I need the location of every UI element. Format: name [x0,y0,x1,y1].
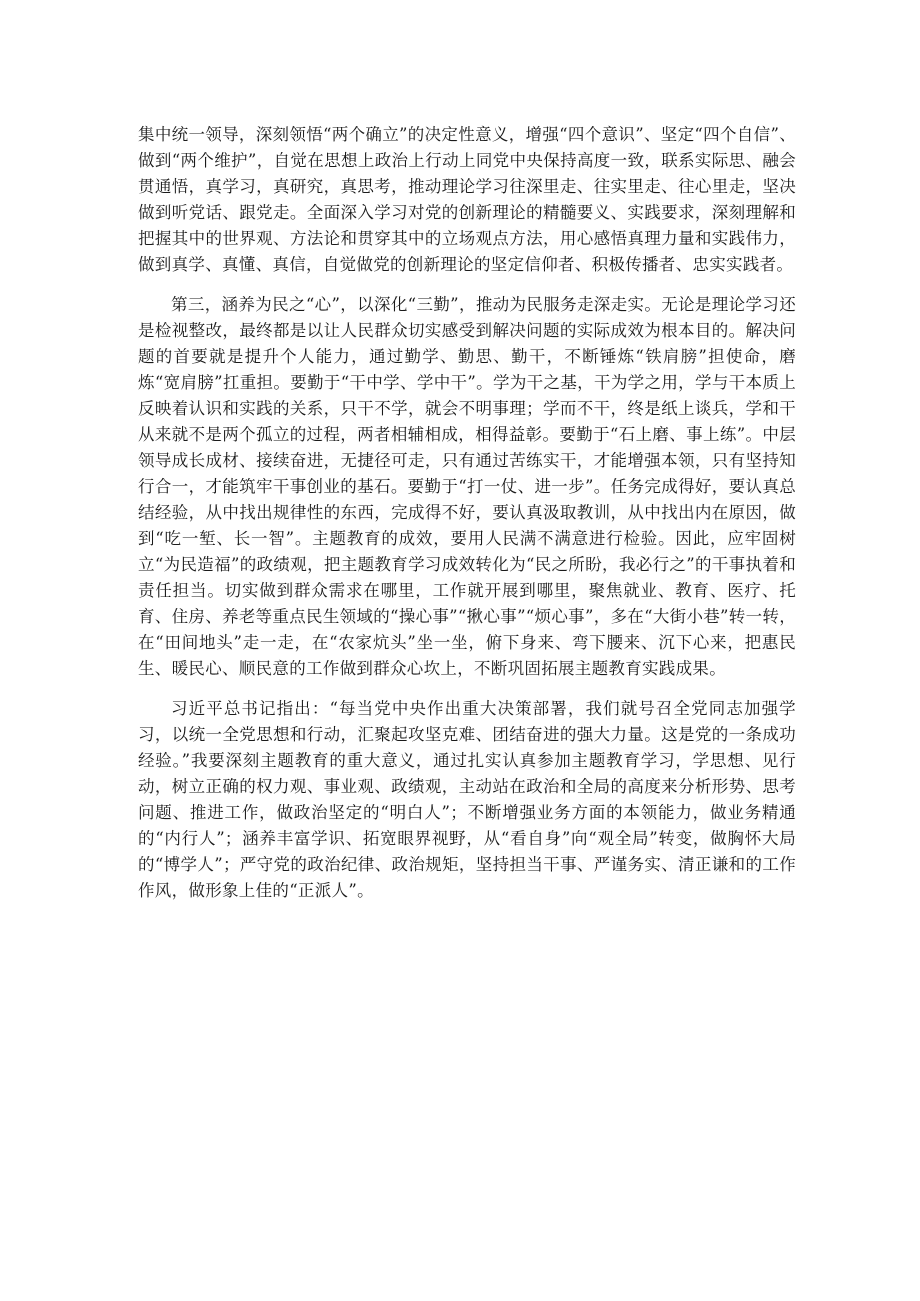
paragraph-continuation: 集中统一领导，深刻领悟“两个确立”的决定性意义，增强“四个意识”、坚定“四个自信”、做到“两个维护”，自觉在思想上政治上行动上同党中央保持高度一致，联系实际思、融会贯通悟，真学习，真研究，真思考，推动理论学习往深里走、往实里走、往心里走，坚决做到听党话、跟党走。全面深入学习对党的创新理论的精髓要义、实践要求，深刻理解和把握其中的世界观、方法论和贯穿其中的立场观点方法，用心感悟真理力量和实践伟力，做到真学、真懂、真信，自觉做党的创新理论的坚定信仰者、积极传播者、忠实实践者。 [138,125,796,274]
document-body [138,122,796,918]
paragraph-conclusion: 习近平总书记指出：“每当党中央作出重大决策部署，我们就号召全党同志加强学习，以统一全党思想和行动，汇聚起攻坚克难、团结奋进的强大力量。这是党的一条成功经验。”我要深刻主题教育的重大意义，通过扎实认真参加主题教育学习，学思想、见行动，树立正确的权力观、事业观、政绩观，主动站在政治和全局的高度来分析形势、思考问题、推进工作，做政治坚定的“明白人”；不断增强业务方面的本领能力，做业务精通的“内行人”；涵养丰富学识、拓宽眼界视野，从“看自身”向“观全局”转变，做胸怀大局的“博学人”；严守党的政治纪律、政治规矩，坚持担当干事、严谨务实、清正谦和的工作作风，做形象上佳的“正派人”。 [138,699,796,900]
paragraph-third-point: 第三，涵养为民之“心”，以深化“三勤”，推动为民服务走深走实。无论是理论学习还是检视整改，最终都是以让人民群众切实感受到解决问题的实际成效为根本目的。解决问题的首要就是提升个人能力，通过勤学、勤思、勤干，不断锤炼“铁肩膀”担使命，磨炼“宽肩膀”扛重担。要勤于“干中学、学中干”。学为干之基，干为学之用，学与干本质上反映着认识和实践的关系，只干不学，就会不明事理；学而不干，终是纸上谈兵，学和干从来就不是两个孤立的过程，两者相辅相成，相得益彰。要勤于“石上磨、事上练”。中层领导成长成材、接续奋进，无捷径可走，只有通过苦练实干，才能增强本领，只有坚持知行合一，才能筑牢干事创业的基石。要勤于“打一仗、进一步”。任务完成得好，要认真总结经验，从中找出规律性的东西，完成得不好，要认真汲取教训，从中找出内在原因，做到“吃一堑、长一智”。主题教育的成效，要用人民满不满意进行检验。因此，应牢固树立“为民造福”的政绩观，把主题教育学习成效转化为“民之所盼，我必行之”的干事执着和责任担当。切实做到群众需求在哪里，工作就开展到哪里，聚焦就业、教育、医疗、托育、住房、养老等重点民生领域的“操心事”“揪心事”“烦心事”，多在“大街小巷”转一转，在“田间地头”走一走，在“农家炕头”坐一坐，俯下身来、弯下腰来、沉下心来，把惠民生、暖民心、顺民意的工作做到群众心坎上，不断巩固拓展主题教育实践成果。 [138,295,796,678]
